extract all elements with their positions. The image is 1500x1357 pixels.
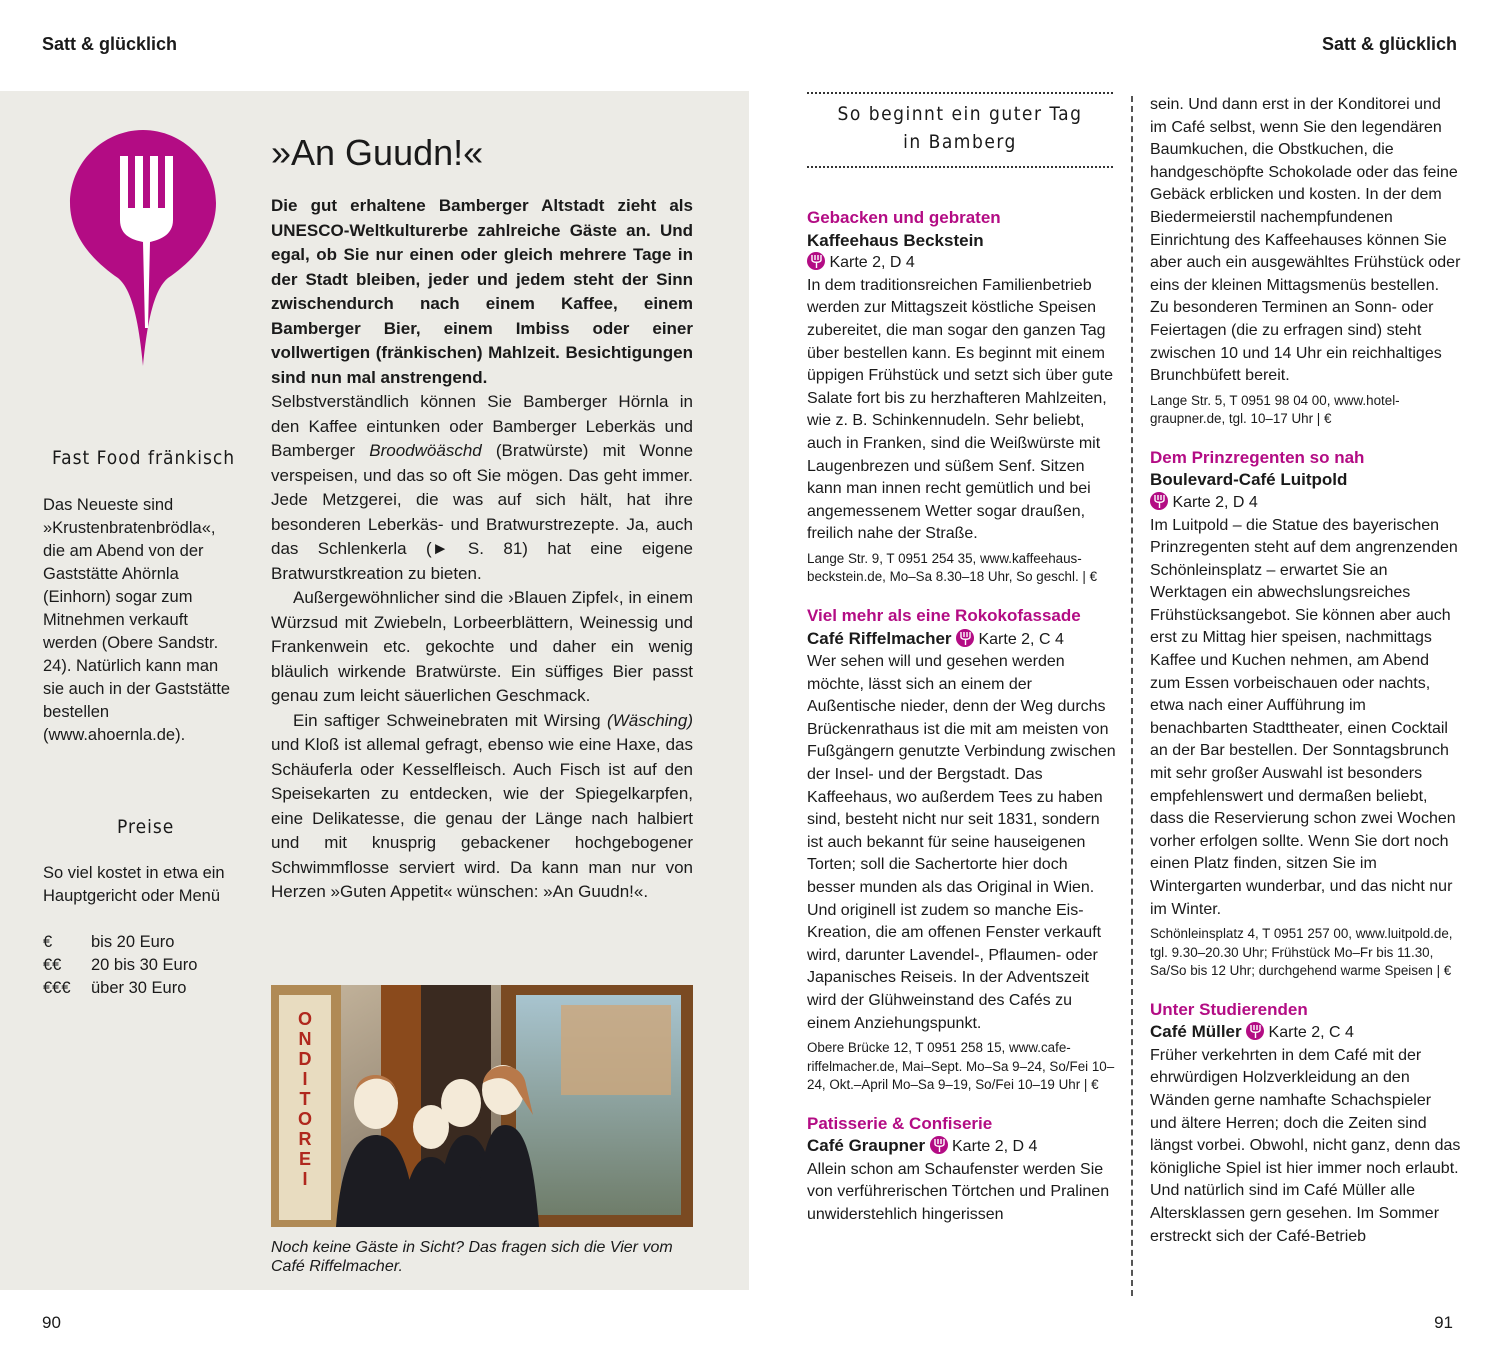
listing-subtitle: Unter Studierenden [1150,999,1308,1019]
article-lead: Die gut erhaltene Bamberger Altstadt zieht als UNESCO-Weltkulturerbe zahlreiche Gäste an. Und egal, ob Sie nur einen oder gleich mehrere Tage in der Stadt bleiben, jeder und jedem steht der Sinn zwischendurch nach einem Kaffee, einem Bamberger Bier, einem Imbiss oder einer vollwertigen (fränkischen) Mahlzeit. Besichtigungen sind nun mal anstrengend. [271,196,693,387]
map-reference: Karte 2, D 4 [829,254,915,272]
sidebar-fastfood-text: Das Neueste sind »Krustenbratenbrödla«, die am Abend von der Gaststätte Ahörnla (Einhorn) sogar zum Mitnehmen verkauft werden (Obere Sandstr. 24). Natürlich kann man sie auch in der Gaststätte bestellen (www.ahoernla.de). [43,496,231,744]
listing-name: Kaffeehaus Beckstein [807,230,984,250]
listing-name: Café Riffelmacher [807,628,952,648]
box-title: So beginnt ein guter Tag in Bamberg [837,103,1083,153]
column-divider [1131,96,1133,1296]
map-reference: Karte 2, C 4 [1268,1024,1354,1042]
dotted-rule-top [807,92,1113,94]
fork-icon [956,629,974,647]
article-paragraph: Ein saftiger Schweinebraten mit Wirsing (Wäsching) und Kloß ist allemal gefragt, ebenso wie eine Haxe, das Schäuferla oder Kesselfleisch. Auch Fisch ist auf den Speisekarten zu entdecken, wie der Spiegelkarpfen, eine Delikatesse, die genau der Länge nach halbiert und mit knusprig gebackener hochgebogener Schwimmflosse serviert wird. Da kann man nur von Herzen »Guten Appetit« wünschen: »An Guudn!«. [271,710,693,901]
page-number-left: 90 [42,1313,61,1332]
fork-icon [930,1136,948,1154]
photo-caption: Noch keine Gäste in Sicht? Das fragen sich die Vier vom Café Riffelmacher. [271,1239,673,1275]
price-row: €€ 20 bis 30 Euro [43,956,198,974]
listing-text: sein. Und dann erst in der Konditorei und im Café selbst, wenn Sie den legendären Baumkuchen, die Obstkuchen, die handgeschöpfte Schokolade oder das feine Gebäck erblicken und kosten. In der dem Biedermeierstil nachempfundenen Einrichtung des Kaffeehauses können Sie aber auch ein ausgewähltes Frühstück oder eins der kleinen Mittagsmenüs bestellen. Zu besonderen Terminen an Sonn- oder Feiertagen (die zu erfragen sind) steht zwischen 10 und 14 Uhr ein reichhaltiges Brunchbüfett bereit. [1150,96,1461,385]
running-header-right: Satt & glücklich [1321,34,1457,54]
listing-info: Schönleinsplatz 4, T 0951 257 00, www.luitpold.de, tgl. 9.30–20.30 Uhr; Frühstück Mo–Fr bis 11.30, Sa/So bis 12 Uhr; durchgehend warme Speisen | € [1150,926,1453,979]
article-paragraph: Außergewöhnlicher sind die ›Blauen Zipfel‹, in einem Würzsud mit Zwiebeln, Lorbeerblättern, Weinessig und Frankenwein etc. gekochte und daher ein wenig bläulich wirkende Bratwürste. Ein süffiges Bier passt genau zum leicht säuerlichen Geschmack. [271,588,693,705]
listing-text: In dem traditionsreichen Familienbetrieb werden zur Mittagszeit köstliche Speisen zubereitet, die man sogar den ganzen Tag über bestellen kann. Es beginnt mit einem üppigen Frühstück und setzt sich über gute Salate fort bis zu herzhafteren Mahlzeiten, wie z. B. Schinkennudeln. Sehr beliebt, auch in Franken, sind die Weißwürste mit Laugenbrezen und süßem Senf. Sitzen kann man innen recht gemütlich und bei angemessenem Wetter sogar draußen, freilich nahe der Straße. [807,276,1113,543]
listing-name: Café Müller [1150,1022,1242,1042]
listing-name: Boulevard-Café Luitpold [1150,470,1348,490]
dotted-rule-bottom [807,166,1113,168]
listing-entry [807,605,1119,1095]
map-reference: Karte 2, D 4 [1172,493,1258,511]
fork-icon [1246,1022,1264,1040]
listing-subtitle: Gebacken und gebraten [807,208,1001,227]
listing-text: Früher verkehrten in dem Café mit der ehrwürdigen Holzverkleidung an den Wänden gerne namhafte Schachspieler und ältere Herren; doch die Zeiten sind längst vorbei. Obwohl, nicht ganz, denn das königliche Spiel ist hier immer noch erlaubt. Und natürlich sind im Café Müller alle Altersklassen gern gesehen. Im Sommer erstreckt sich der Café-Betrieb [1150,1046,1461,1245]
listing-info: Lange Str. 5, T 0951 98 04 00, www.hotel-graupner.de, tgl. 10–17 Uhr | € [1150,392,1400,427]
listing-entry [807,207,1119,587]
running-header-left: Satt & glücklich [42,34,178,54]
fork-icon [1150,492,1168,510]
listing-subtitle: Dem Prinzregenten so nah [1150,447,1365,467]
sidebar-preise-text: So viel kostet in etwa ein Hauptgericht oder Menü [43,864,225,905]
listing-entry [807,1113,1119,1227]
listing-name: Café Graupner [807,1136,926,1156]
article-body [271,194,693,905]
photo-sign-text: O N D I T O R E I [297,1009,313,1189]
cafe-photo [271,985,693,1227]
map-reference: Karte 2, D 4 [952,1138,1038,1156]
listing-text: Allein schon am Schaufenster werden Sie von verführerischen Törtchen und Pralinen unwiderstehlich hingerissen [807,1160,1110,1224]
fork-pin-icon [68,128,218,373]
fork-icon [807,252,825,270]
price-list [43,931,243,1000]
listing-column-right [1150,94,1462,1248]
listing-text: Wer sehen will und gesehen werden möchte, lässt sich an einem der Außentische nieder, denn der Weg durchs Brückenrathaus ist die mit am meisten von Fußgängern genutzte Verbindung zwischen der Insel- und der Bergstadt. Das Kaffeehaus, wo außerdem Tees zu haben sind, besteht nicht nur seit 1831, sondern ist auch bekannt für seine hauseigenen Torten; soll die Sachertorte hier doch besser munden als das Original in Wien. Und originell ist zudem so manche Eis-Kreation, die am offenen Fenster verkauft wird, darunter Lavendel-, Pflaumen- oder Japanisches Reiseis. In der Adventszeit wird der Glühweinstand des Cafés zu einem Anziehungspunkt. [807,653,1116,1032]
sidebar-fastfood-heading: Fast Food fränkisch [52,447,236,469]
price-row: €€€ über 30 Euro [43,979,187,997]
price-row: € bis 20 Euro [43,933,175,951]
listing-entry [1150,447,1462,981]
listing-info: Obere Brücke 12, T 0951 258 15, www.cafe-riffelmacher.de, Mai–Sept. Mo–Sa 9–24, So/Fei 10–24, Okt.–April Mo–Sa 9–19, So/Fei 10–19 Uhr | € [807,1040,1115,1093]
sidebar-preise-heading: Preise [117,816,175,838]
listing-text: Im Luitpold – die Statue des bayerischen Prinzregenten steht auf dem angrenzenden Schönleinsplatz – erwartet Sie an Werktagen ein abwechslungsreiches Frühstücksangebot. Sie können aber auch erst zu Mittag hier speisen, nachmittags Kaffee und Kuchen nehmen, am Abend zum Essen vorbeischauen oder nachts, etwa nach einer Aufführung im benachbarten Stadttheater, einen Cocktail an der Bar bestellen. Der Sonntagsbrunch mit sehr großer Auswahl ist besonders empfehlenswert und dermaßen beliebt, dass die Reservierung schon zwei Wochen vorher erfolgen sollte. Wenn Sie dort noch einen Platz finden, sitzen Sie im Wintergarten wunderbar, und das nicht nur im Winter. [1150,516,1458,918]
article-paragraph: Selbstverständlich können Sie Bamberger Hörnla in den Kaffee eintunken oder Bamberger Leberkäs und Bamberger Broodwöäschd (Bratwürste) mit Wonne verspeisen, und das so oft Sie mögen. Das geht immer. Jede Metzgerei, die was auf sich hält, hat ihre besonderen Leberkäs- und Bratwurstrezepte. Ja, auch das Schlenkerla (► S. 81) hat eine eigene Bratwurstkreation zu bieten. [271,392,693,583]
article-title: »An Guudn!« [271,132,484,173]
listing-column-left [807,207,1119,1227]
page-number-right: 91 [1434,1313,1453,1332]
listing-entry [1150,999,1462,1249]
listing-info: Lange Str. 9, T 0951 254 35, www.kaffeehaus-beckstein.de, Mo–Sa 8.30–18 Uhr, So geschl. | € [807,550,1098,585]
map-reference: Karte 2, C 4 [978,630,1064,648]
listing-subtitle: Viel mehr als eine Rokokofassade [807,605,1081,625]
listing-subtitle: Patisserie & Confiserie [807,1113,993,1133]
